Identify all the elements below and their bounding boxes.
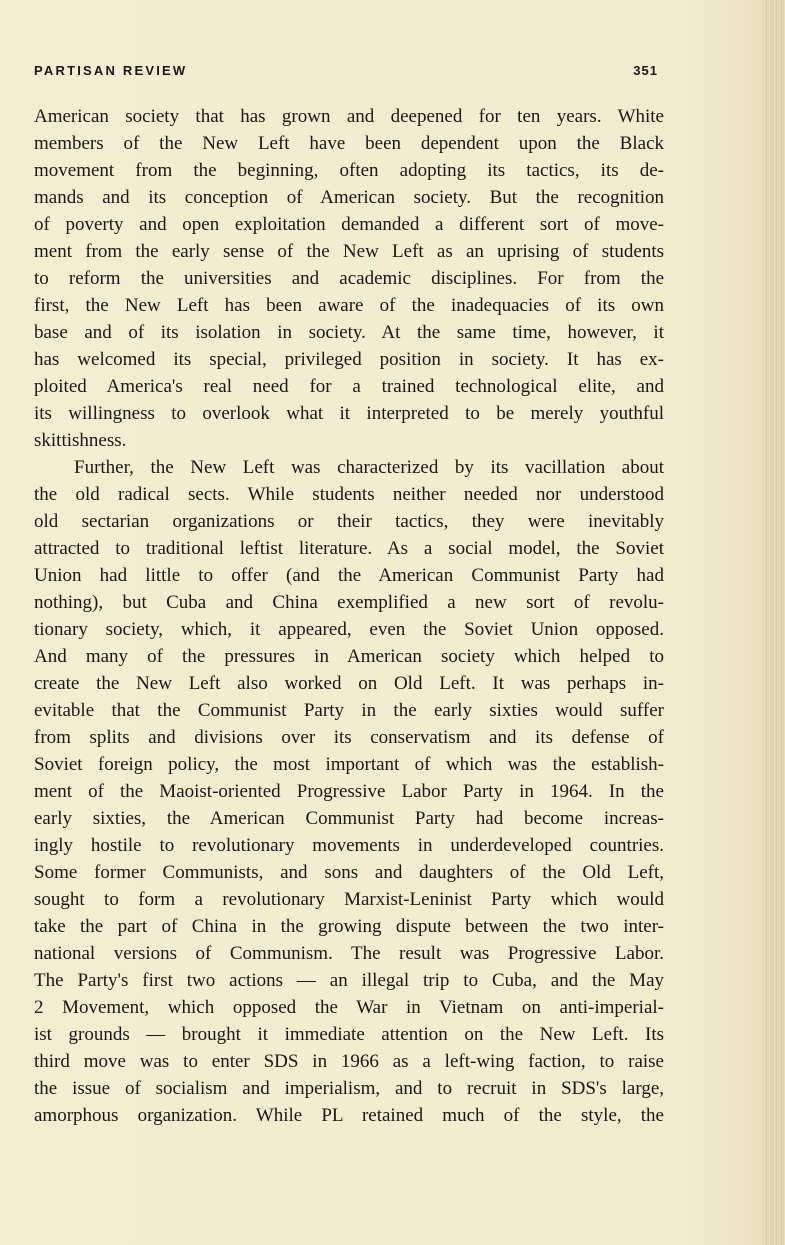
text-line: old sectarian organizations or their tactics, they were inevitably	[34, 511, 664, 532]
text-line: movement from the beginning, often adopting its tactics, its de-	[34, 160, 664, 181]
text-line: of poverty and open exploitation demanded a different sort of move-	[34, 214, 664, 235]
text-line: evitable that the Communist Party in the early sixties would suffer	[34, 700, 664, 721]
text-line: Soviet foreign policy, the most important of which was the establish-	[34, 754, 664, 775]
text-line: Some former Communists, and sons and daughters of the Old Left,	[34, 862, 664, 883]
text-line: first, the New Left has been aware of the inadequacies of its own	[34, 295, 664, 316]
text-line: ingly hostile to revolutionary movements in underdeveloped countries.	[34, 835, 664, 856]
text-line: sought to form a revolutionary Marxist-Leninist Party which would	[34, 889, 664, 910]
paragraph-2	[34, 454, 664, 1129]
paragraph-1	[34, 103, 664, 454]
text-line: has welcomed its special, privileged position in society. It has ex-	[34, 349, 664, 370]
text-line: ment of the Maoist-oriented Progressive Labor Party in 1964. In the	[34, 781, 664, 802]
text-line: American society that has grown and deepened for ten years. White	[34, 106, 664, 127]
text-line: ploited America's real need for a trained technological elite, and	[34, 376, 664, 397]
text-line: ment from the early sense of the New Left as an uprising of students	[34, 241, 664, 262]
text-line: nothing), but Cuba and China exemplified a new sort of revolu-	[34, 592, 664, 613]
page-number: 351	[633, 63, 658, 78]
text-line: take the part of China in the growing dispute between the two inter-	[34, 916, 664, 937]
text-line: from splits and divisions over its conservatism and its defense of	[34, 727, 664, 748]
page-gutter-edge	[763, 0, 785, 1245]
text-line: ist grounds — brought it immediate attention on the New Left. Its	[34, 1024, 664, 1045]
text-line: base and of its isolation in society. At the same time, however, it	[34, 322, 664, 343]
text-line: its willingness to overlook what it interpreted to be merely youthful	[34, 403, 664, 424]
text-line: tionary society, which, it appeared, even the Soviet Union opposed.	[34, 619, 664, 640]
text-line: members of the New Left have been dependent upon the Black	[34, 133, 664, 154]
text-line: early sixties, the American Communist Party had become increas-	[34, 808, 664, 829]
text-line: skittishness.	[34, 430, 127, 451]
text-line: mands and its conception of American society. But the recognition	[34, 187, 664, 208]
text-line: 2 Movement, which opposed the War in Vietnam on anti-imperial-	[34, 997, 664, 1018]
text-line: Union had little to offer (and the American Communist Party had	[34, 565, 664, 586]
body-text	[34, 103, 664, 1129]
text-line: And many of the pressures in American society which helped to	[34, 646, 664, 667]
text-line: the issue of socialism and imperialism, and to recruit in SDS's large,	[34, 1078, 664, 1099]
text-line: national versions of Communism. The result was Progressive Labor.	[34, 943, 664, 964]
text-line: the old radical sects. While students neither needed nor understood	[34, 484, 664, 505]
running-head	[34, 63, 658, 85]
text-line: The Party's first two actions — an illegal trip to Cuba, and the May	[34, 970, 664, 991]
text-line: amorphous organization. While PL retained much of the style, the	[34, 1105, 664, 1126]
text-line: Further, the New Left was characterized by its vacillation about	[74, 457, 664, 478]
text-line: third move was to enter SDS in 1966 as a left-wing faction, to raise	[34, 1051, 664, 1072]
text-line: create the New Left also worked on Old Left. It was perhaps in-	[34, 673, 664, 694]
journal-title: PARTISAN REVIEW	[34, 63, 188, 78]
text-line: attracted to traditional leftist literature. As a social model, the Soviet	[34, 538, 664, 559]
text-line: to reform the universities and academic disciplines. For from the	[34, 268, 664, 289]
